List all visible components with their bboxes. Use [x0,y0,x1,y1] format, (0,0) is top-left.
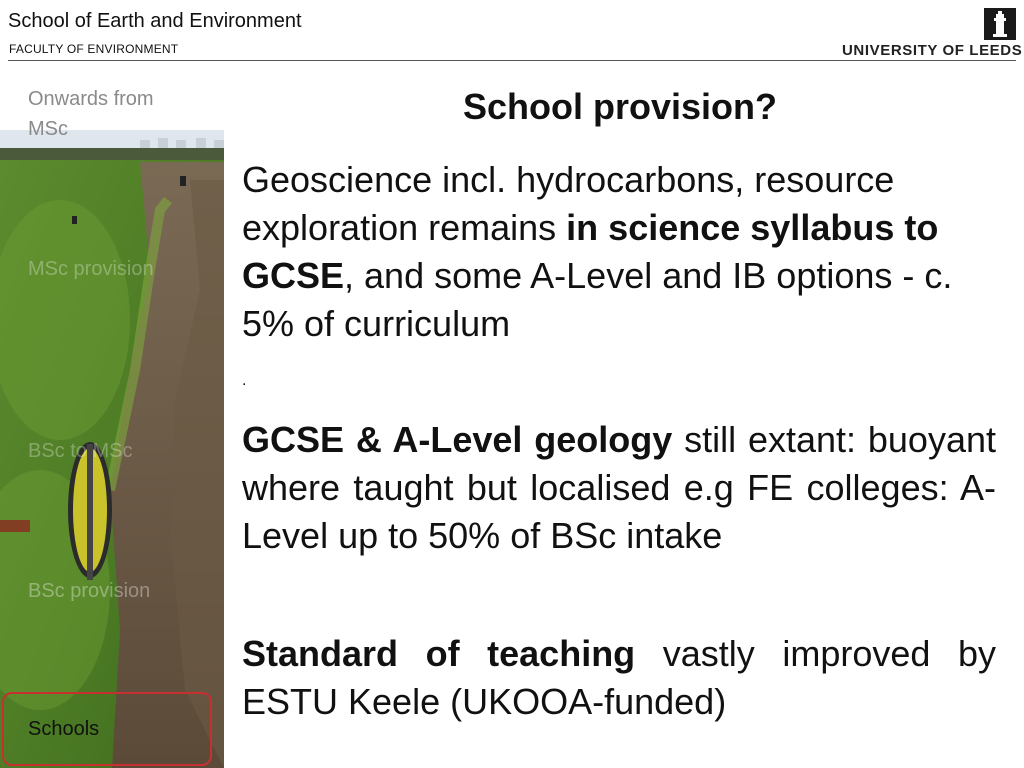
sidebar-item-schools[interactable]: Schools [28,718,100,740]
p3-emphasis: Standard of teaching [242,633,636,674]
slide-title: School provision? [462,86,777,127]
field-photo [0,70,224,768]
sidebar-item-bsc-to-msc[interactable]: BSc to MSc [28,440,133,462]
p2-emphasis: GCSE & A-Level geology [242,419,673,460]
header-divider [8,60,1016,61]
sidebar-item-onwards-from-msc[interactable]: Onwards from MSc [28,88,154,140]
sidebar-nav [0,70,224,768]
stray-dot: . [242,372,247,389]
sidebar-item-bsc-provision[interactable]: BSc provision [28,580,151,602]
school-name: School of Earth and Environment [8,10,302,32]
p1-emphasis: in science syllabus to GCSE [242,207,939,296]
paragraph-geoscience [242,156,996,348]
sidebar-item-msc-provision[interactable]: MSc provision [28,258,154,280]
p2-text: still extant: buoyant where taught but localised e.g FE colleges: A-Level up to 50% of BSc intake [242,419,996,556]
p3-text: vastly improved by ESTU Keele (UKOOA-funded) [242,633,997,722]
p1-text-c: , and some A-Level and IB options - c. 5% of curriculum [242,255,953,344]
paragraph-teaching [242,630,996,726]
university-crest-icon [984,8,1016,40]
university-logo-text: UNIVERSITY OF LEEDS [842,42,1023,59]
p1-text-a: Geoscience incl. hydrocarbons, resource exploration remains [242,159,895,248]
paragraph-geology [242,416,996,560]
faculty-name: FACULTY OF ENVIRONMENT [9,42,179,56]
